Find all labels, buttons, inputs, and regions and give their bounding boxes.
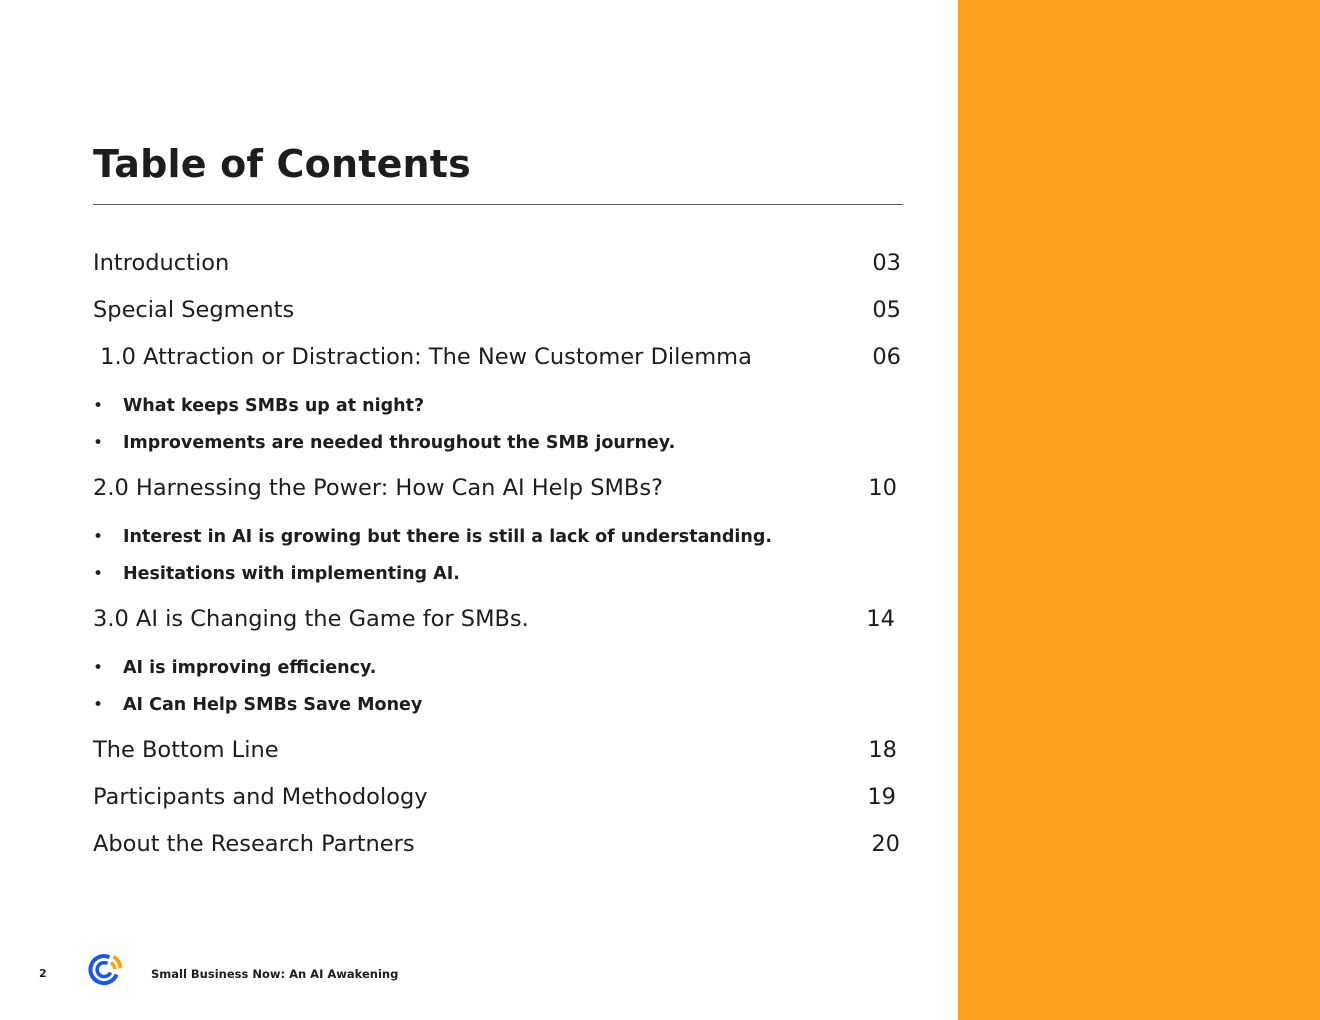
toc-entry-research-partners[interactable]: [93, 826, 903, 862]
toc-subitem-label: Interest in AI is growing but there is still a lack of understanding.: [123, 527, 773, 547]
toc-entry-label: 3.0 AI is Changing the Game for SMBs.: [93, 606, 529, 632]
toc-entry-label: About the Research Partners: [93, 831, 415, 857]
toc-entry-label: Special Segments: [93, 297, 295, 323]
toc-subitem-label: Improvements are needed throughout the SMB journey.: [123, 433, 676, 453]
toc-entry-section-1[interactable]: [93, 339, 903, 375]
toc-entry-participants[interactable]: [93, 779, 903, 815]
bullet-icon: •: [93, 527, 104, 547]
toc-entry-label: 2.0 Harnessing the Power: How Can AI Help SMBs?: [93, 475, 664, 501]
toc-entry-special-segments[interactable]: [93, 292, 903, 328]
toc-entry-page: 19: [867, 784, 896, 810]
toc-entry-page: 20: [871, 831, 900, 857]
toc-entry-page: 14: [866, 606, 895, 632]
toc-entry-label: Participants and Methodology: [93, 784, 428, 810]
toc-entry-label: The Bottom Line: [93, 737, 279, 763]
toc-subitem-label: Hesitations with implementing AI.: [123, 564, 460, 584]
footer-page-number: 2: [39, 967, 47, 980]
toc-entry-page: 05: [872, 297, 901, 323]
toc-entry-label: 1.0 Attraction or Distraction: The New Customer Dilemma: [93, 344, 752, 370]
toc-entry-label: Introduction: [93, 250, 230, 276]
toc-entry-bottom-line[interactable]: [93, 732, 903, 768]
toc-entry-section-2[interactable]: [93, 470, 903, 506]
toc-entry-page: 18: [868, 737, 897, 763]
toc-entry-section-3[interactable]: [93, 601, 903, 637]
bullet-icon: •: [93, 564, 104, 584]
toc-subitem-label: AI is improving efficiency.: [123, 658, 377, 678]
toc-subitem-label: What keeps SMBs up at night?: [123, 396, 425, 416]
toc-entry-introduction[interactable]: [93, 245, 903, 281]
toc-entry-page: 03: [872, 250, 901, 276]
title-divider: [93, 204, 903, 205]
orange-side-panel: [958, 0, 1320, 1020]
bullet-icon: •: [93, 396, 104, 416]
toc-entry-page: 06: [872, 344, 901, 370]
footer-document-title: Small Business Now: An AI Awakening: [151, 967, 399, 981]
toc-subitem-label: AI Can Help SMBs Save Money: [123, 695, 423, 715]
toc-entry-page: 10: [868, 475, 897, 501]
bullet-icon: •: [93, 433, 104, 453]
constant-contact-logo-icon: [86, 951, 124, 989]
page-title: Table of Contents: [93, 142, 471, 186]
bullet-icon: •: [93, 658, 104, 678]
bullet-icon: •: [93, 695, 104, 715]
